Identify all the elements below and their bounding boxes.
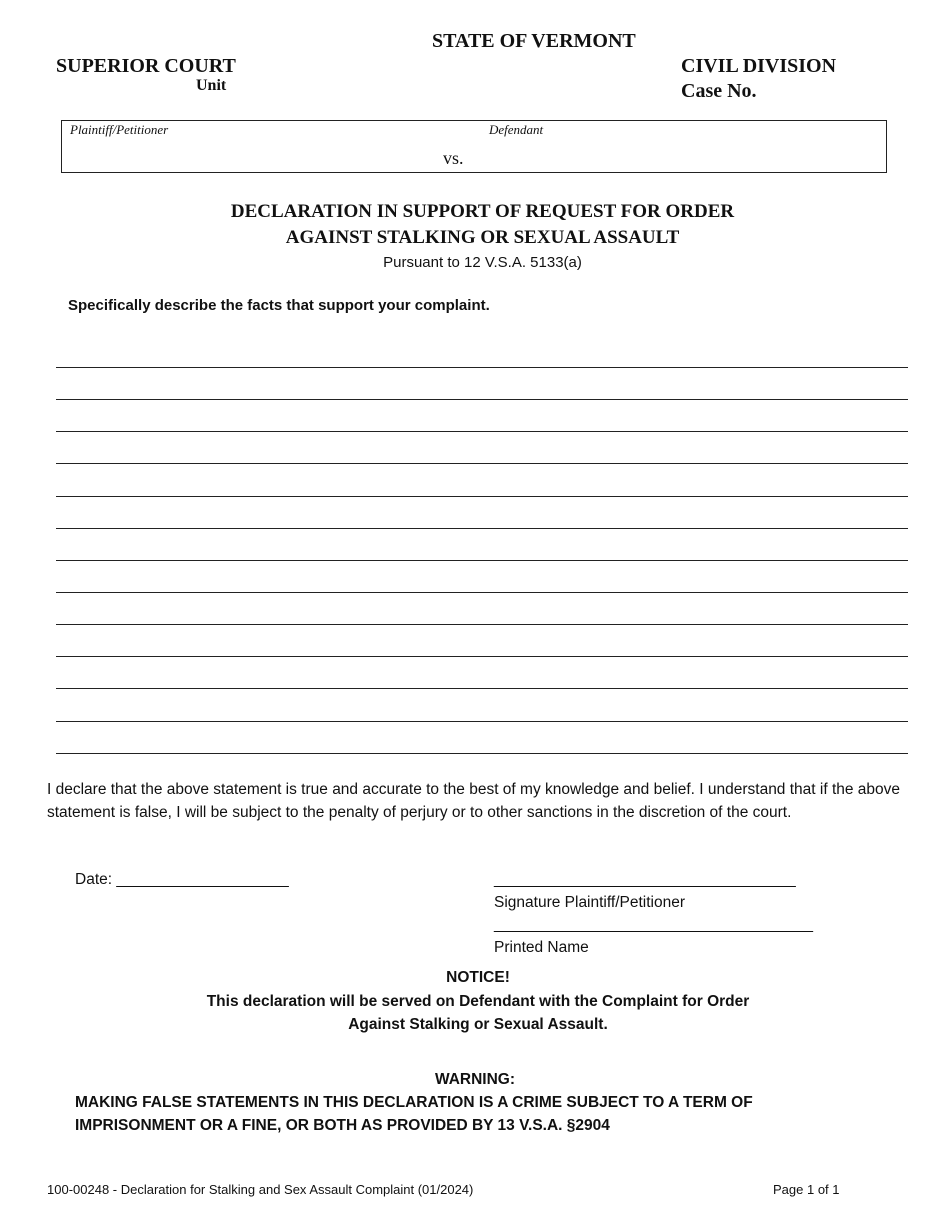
writing-line[interactable]: [56, 656, 908, 657]
writing-line[interactable]: [56, 592, 908, 593]
printed-name-line[interactable]: _____________________________________: [494, 916, 813, 933]
writing-line[interactable]: [56, 528, 908, 529]
defendant-label: Defendant: [489, 122, 544, 137]
declaration-statement: I declare that the above statement is true and accurate to the best of my knowledge and belief. I understand that if the above statement is false, I will be subject to the penalty of perjury or to other sanctions in the discretion of the court.: [47, 781, 901, 821]
court-name: SUPERIOR COURT: [56, 55, 236, 77]
writing-line[interactable]: [56, 431, 908, 432]
writing-line[interactable]: [56, 688, 908, 689]
writing-line[interactable]: [56, 560, 908, 561]
warning-line1: MAKING FALSE STATEMENTS IN THIS DECLARATION IS A CRIME SUBJECT TO A TERM OF: [75, 1094, 753, 1111]
division-name: CIVIL DIVISION: [681, 55, 837, 77]
writing-line[interactable]: [56, 399, 908, 400]
state-title: STATE OF VERMONT: [432, 30, 636, 52]
writing-line[interactable]: [56, 367, 908, 368]
notice-title: NOTICE!: [446, 969, 510, 986]
signature-line[interactable]: ___________________________________: [494, 871, 796, 888]
notice-line1: This declaration will be served on Defendant with the Complaint for Order: [206, 993, 750, 1010]
instruction-text: Specifically describe the facts that support your complaint.: [68, 297, 490, 314]
case-number-label: Case No.: [681, 80, 757, 102]
versus-text: vs.: [443, 148, 464, 168]
writing-line[interactable]: [56, 624, 908, 625]
form-title-line1: DECLARATION IN SUPPORT OF REQUEST FOR ORDER: [230, 201, 735, 222]
printed-name-label: Printed Name: [494, 939, 589, 956]
warning-title: WARNING:: [434, 1071, 516, 1088]
page-number: Page 1 of 1: [773, 1182, 840, 1197]
form-identifier: 100-00248 - Declaration for Stalking and Sex Assault Complaint (01/2024): [47, 1182, 474, 1197]
writing-line[interactable]: [56, 753, 908, 754]
form-title-line2: AGAINST STALKING OR SEXUAL ASSAULT: [285, 227, 680, 248]
writing-line[interactable]: [56, 721, 908, 722]
signature-label: Signature Plaintiff/Petitioner: [494, 894, 685, 911]
warning-line2: IMPRISONMENT OR A FINE, OR BOTH AS PROVIDED BY 13 V.S.A. §2904: [75, 1117, 610, 1134]
writing-line[interactable]: [56, 496, 908, 497]
date-field[interactable]: Date: ____________________: [75, 871, 289, 888]
unit-label: Unit: [196, 77, 227, 94]
notice-line2: Against Stalking or Sexual Assault.: [348, 1016, 608, 1033]
statute-reference: Pursuant to 12 V.S.A. 5133(a): [383, 254, 582, 271]
writing-line[interactable]: [56, 463, 908, 464]
plaintiff-label: Plaintiff/Petitioner: [70, 122, 169, 137]
caption-box: [61, 120, 887, 173]
